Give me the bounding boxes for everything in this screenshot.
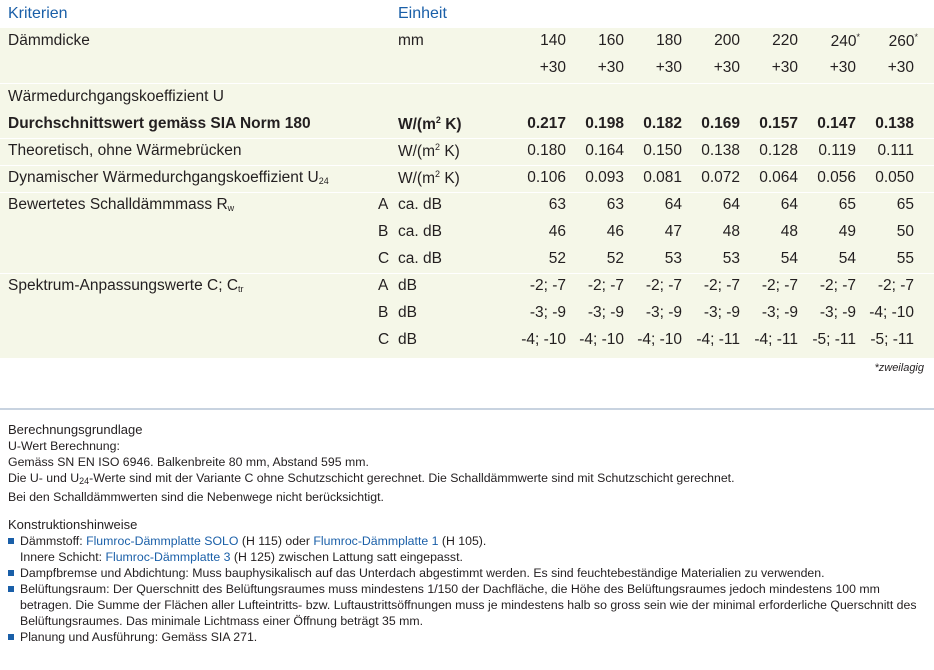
variant-label: C [378,250,390,267]
variant-label: B [378,304,389,321]
value-cell: 0.198 [585,115,624,132]
value-cell: -2; -7 [529,277,566,294]
value-cell: 240* [830,32,860,50]
berechnung-title: Berechnungsgrundlage [8,422,143,437]
value-cell: 63 [606,196,624,213]
value-cell: -2; -7 [819,277,856,294]
value-cell: +30 [887,59,914,76]
value-cell: 53 [664,250,682,267]
value-cell: +30 [597,59,624,76]
value-cell: -4; -10 [869,304,914,321]
notes [8,422,928,645]
value-cell: 49 [838,223,856,240]
value-cell: 0.169 [701,115,740,132]
value-cell: -3; -9 [819,304,856,321]
unit-cell: dB [398,331,417,348]
header-kriterien: Kriterien [8,5,68,22]
value-cell: 50 [896,223,914,240]
konstruktion-item-dampfbremse: Dampfbremse und Abdichtung: Muss bauphysikalisch auf das Unterdach abgestimmt werden. Es sind feuchtebeständige Materialien zu verwenden. [8,565,928,581]
value-cell: 63 [548,196,566,213]
row-schalldaemm-a [0,192,934,219]
value-cell: 0.106 [527,169,566,186]
value-cell: -4; -10 [579,331,624,348]
variant-label: C [378,331,390,348]
value-cell: 0.217 [527,115,566,132]
berechnung-line2: Gemäss SN EN ISO 6946. Balkenbreite 80 mm, Abstand 595 mm. [8,455,369,469]
value-cell: 0.056 [817,169,856,186]
row-daemmdicke-extra [0,55,934,82]
unit-cell: $W/(m^2$ K) [398,115,462,133]
value-cell: +30 [829,59,856,76]
value-cell: 52 [606,250,624,267]
variant-label: A [378,196,389,213]
value-cell: -2; -7 [587,277,624,294]
value-cell: -5; -11 [812,331,856,348]
berechnung-line3: Die U- und $U_{24}$-Werte sind mit der Variante C ohne Schutzschicht gerechnet. Die Schalldämmwerte sind mit Schutzschicht gerechnet. [8,471,735,486]
row-sia [0,111,934,138]
unit-cell: ca. dB [398,196,442,213]
value-cell: 64 [664,196,682,213]
berechnung-line4: Bei den Schalldämmwerten sind die Nebenwege nicht berücksichtigt. [8,490,384,504]
product-link-solo[interactable]: Flumroc-Dämmplatte SOLO [86,534,239,548]
row-spektrum-c [0,327,934,354]
section-label: Wärmedurchgangskoeffizient U [8,88,224,105]
value-cell: -3; -9 [645,304,682,321]
value-cell: -4; -11 [696,331,740,348]
row-label: Durchschnittswert gemäss SIA Norm 180 [8,115,311,132]
unit-cell: dB [398,277,417,294]
value-cell: +30 [539,59,566,76]
unit-cell: $W/(m^2$ K) [398,169,460,187]
value-cell: 64 [780,196,798,213]
row-schalldaemm-c [0,246,934,273]
value-cell: 0.128 [759,142,798,159]
value-cell: 160 [598,32,624,49]
value-cell: 46 [606,223,624,240]
value-cell: 200 [714,32,740,49]
row-schalldaemm-b [0,219,934,246]
value-cell: 52 [548,250,566,267]
value-cell: 0.081 [643,169,682,186]
value-cell: -3; -9 [587,304,624,321]
value-cell: 0.147 [817,115,856,132]
value-cell: 0.050 [875,169,914,186]
value-cell: 65 [838,196,856,213]
value-cell: -2; -7 [645,277,682,294]
value-cell: 260* [888,32,918,50]
value-cell: 0.064 [759,169,798,186]
value-cell: 220 [772,32,798,49]
row-theoretisch [0,138,934,165]
row-dynamisch [0,165,934,192]
konstruktion-item-belueftung: Belüftungsraum: Der Querschnitt des Belüftungsraumes muss mindestens 1/150 der Dachfläche, die Höhe des Belüftungsraumes jedoch mindestens 100 mm betragen. Die Summe der Flächen aller Lufteintritts- bzw. Luftaustrittsöffnungen muss je mindestens halb so gross sein wie der minimal erforderliche Querschnitt des Belüftungsraumes. Das minimale Lichtmass einer Öffnung beträgt 35 mm. [8,581,928,629]
value-cell: +30 [713,59,740,76]
value-cell: 0.093 [585,169,624,186]
product-link-3[interactable]: Flumroc-Dämmplatte 3 [105,550,231,564]
unit-cell: mm [398,32,424,49]
unit-cell: ca. dB [398,223,442,240]
berechnung-line1: U-Wert Berechnung: [8,439,120,453]
value-cell: 48 [722,223,740,240]
divider [0,408,934,410]
footnote: *zweilagig [874,362,924,374]
unit-cell: $W/(m^2$ K) [398,142,460,160]
konstruktion-title: Konstruktionshinweise [8,517,138,532]
value-cell: 0.150 [643,142,682,159]
unit-cell: ca. dB [398,250,442,267]
row-label: Dämmdicke [8,32,90,49]
row-label: Spektrum-Anpassungswerte C; $C_{tr}$ [8,277,244,294]
row-label: Bewertetes Schalldämmmass $R_w$ [8,196,235,213]
value-cell: -3; -9 [761,304,798,321]
value-cell: 0.157 [759,115,798,132]
value-cell: 46 [548,223,566,240]
value-cell: +30 [655,59,682,76]
value-cell: 55 [896,250,914,267]
value-cell: 65 [896,196,914,213]
value-cell: 0.180 [527,142,566,159]
value-cell: 0.119 [818,142,856,159]
value-cell: 54 [838,250,856,267]
row-spektrum-a [0,273,934,300]
value-cell: 0.182 [643,115,682,132]
value-cell: -4; -10 [637,331,682,348]
value-cell: -3; -9 [529,304,566,321]
value-cell: +30 [771,59,798,76]
value-cell: 0.138 [875,115,914,132]
row-label: Dynamischer Wärmedurchgangskoeffizient $U_{24}$ [8,169,329,186]
value-cell: 0.138 [701,142,740,159]
value-cell: 64 [722,196,740,213]
product-link-1[interactable]: Flumroc-Dämmplatte 1 [313,534,439,548]
value-cell: 47 [664,223,682,240]
value-cell: 0.111 [877,142,914,159]
data-table [0,28,934,358]
value-cell: 180 [656,32,682,49]
unit-cell: dB [398,304,417,321]
konstruktion-item-daemmstoff: Dämmstoff: Flumroc-Dämmplatte SOLO (H 115) oder Flumroc-Dämmplatte 1 (H 105). Innere Schicht: Flumroc-Dämmplatte 3 (H 125) zwischen Lattung satt eingepasst. [8,533,928,565]
value-cell: 48 [780,223,798,240]
value-cell: 54 [780,250,798,267]
variant-label: B [378,223,389,240]
value-cell: 0.164 [585,142,624,159]
konstruktion-item-planung: Planung und Ausführung: Gemäss SIA 271. [8,629,928,645]
variant-label: A [378,277,389,294]
value-cell: -4; -11 [754,331,798,348]
value-cell: -2; -7 [877,277,914,294]
header-einheit: Einheit [398,5,447,22]
row-spektrum-b [0,300,934,327]
value-cell: -2; -7 [703,277,740,294]
row-u-section [0,84,934,111]
value-cell: -4; -10 [521,331,566,348]
table-header [0,0,934,28]
value-cell: 0.072 [701,169,740,186]
value-cell: 53 [722,250,740,267]
value-cell: -3; -9 [703,304,740,321]
value-cell: -5; -11 [870,331,914,348]
row-label: Theoretisch, ohne Wärmebrücken [8,142,242,159]
value-cell: 140 [540,32,566,49]
value-cell: -2; -7 [761,277,798,294]
row-daemmdicke [0,28,934,55]
